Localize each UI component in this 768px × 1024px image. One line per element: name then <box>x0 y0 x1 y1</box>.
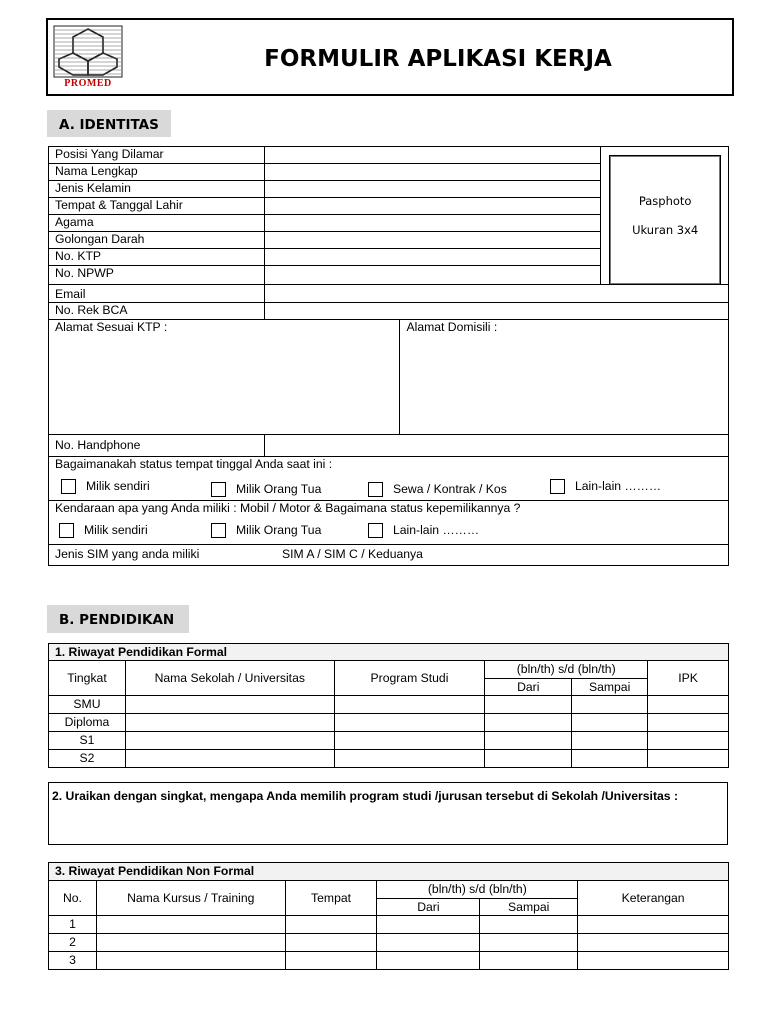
column-header: No. <box>49 881 97 916</box>
vehicle-option[interactable] <box>59 523 148 538</box>
form-header <box>46 18 734 96</box>
photo-cell <box>601 147 729 285</box>
sim-options[interactable]: SIM A / SIM C / Keduanya <box>282 547 423 561</box>
table-cell[interactable] <box>334 696 485 714</box>
address-domisili-label: Alamat Domisili : <box>406 320 498 334</box>
table-row <box>49 285 729 303</box>
field-input-nama[interactable] <box>264 164 600 181</box>
residence-option[interactable] <box>550 479 661 494</box>
column-header: (bln/th) s/d (bln/th) <box>485 661 648 679</box>
table-cell[interactable] <box>377 916 480 934</box>
table-row <box>49 457 729 501</box>
sim-label: Jenis SIM yang anda miliki <box>55 547 200 561</box>
table-cell[interactable] <box>578 934 729 952</box>
address-domisili-field[interactable] <box>400 320 729 435</box>
column-header: Keterangan <box>578 881 729 916</box>
photo-size-label: Ukuran 3x4 <box>632 223 699 237</box>
table-cell[interactable] <box>96 952 285 970</box>
table-cell[interactable] <box>285 934 377 952</box>
table-cell[interactable] <box>285 916 377 934</box>
table-header-row <box>49 661 729 679</box>
table-row <box>49 696 729 714</box>
table-cell[interactable] <box>334 732 485 750</box>
table-cell[interactable] <box>96 916 285 934</box>
reason-box[interactable] <box>48 782 728 845</box>
table-cell[interactable] <box>572 696 648 714</box>
checkbox[interactable] <box>59 523 74 538</box>
formal-education-table <box>48 643 729 768</box>
table-row <box>49 750 729 768</box>
address-ktp-label: Alamat Sesuai KTP : <box>55 320 168 334</box>
checkbox[interactable] <box>211 523 226 538</box>
column-header: Sampai <box>480 899 578 916</box>
address-ktp-field[interactable] <box>49 320 400 435</box>
table-title-row <box>49 863 729 881</box>
field-input-agama[interactable] <box>264 215 600 232</box>
residence-option[interactable] <box>61 479 150 494</box>
field-input-email[interactable] <box>264 285 728 303</box>
field-label: Agama <box>49 215 265 232</box>
row-label: 1 <box>49 916 97 934</box>
row-label: 3 <box>49 952 97 970</box>
table-header-row <box>49 881 729 899</box>
table-cell[interactable] <box>480 952 578 970</box>
field-input-rek-bca[interactable] <box>264 303 728 320</box>
vehicle-option[interactable] <box>368 523 479 538</box>
field-label: Golongan Darah <box>49 232 265 249</box>
column-header: Tingkat <box>49 661 126 696</box>
table-cell[interactable] <box>125 750 334 768</box>
table-cell[interactable] <box>480 934 578 952</box>
checkbox[interactable] <box>211 482 226 497</box>
table-cell[interactable] <box>377 934 480 952</box>
field-input-ttl[interactable] <box>264 198 600 215</box>
table-cell[interactable] <box>125 714 334 732</box>
logo-mark <box>53 25 123 79</box>
residence-option[interactable] <box>368 482 507 497</box>
table-row <box>49 147 729 164</box>
field-input-handphone[interactable] <box>264 435 728 457</box>
row-label: S1 <box>49 732 126 750</box>
checkbox[interactable] <box>368 482 383 497</box>
field-label: Email <box>49 285 265 303</box>
table-row <box>49 934 729 952</box>
checkbox[interactable] <box>61 479 76 494</box>
checkbox[interactable] <box>550 479 565 494</box>
table-title: 3. Riwayat Pendidikan Non Formal <box>49 863 729 881</box>
table-row <box>49 916 729 934</box>
section-b-tab: B. PENDIDIKAN <box>47 605 189 633</box>
table-cell[interactable] <box>648 732 729 750</box>
table-cell[interactable] <box>377 952 480 970</box>
option-label: Milik Orang Tua <box>236 523 322 537</box>
section-a-tab: A. IDENTITAS <box>47 110 171 137</box>
table-row <box>49 303 729 320</box>
table-cell[interactable] <box>572 714 648 732</box>
table-row <box>49 732 729 750</box>
table-cell[interactable] <box>96 934 285 952</box>
field-input-npwp[interactable] <box>264 266 600 285</box>
logo-text: PROMED <box>64 78 112 89</box>
option-label: Milik sendiri <box>86 479 150 493</box>
table-row <box>49 435 729 457</box>
option-label: Milik sendiri <box>84 523 148 537</box>
field-label: Nama Lengkap <box>49 164 265 181</box>
table-cell[interactable] <box>334 750 485 768</box>
table-cell[interactable] <box>578 916 729 934</box>
field-label: Jenis Kelamin <box>49 181 265 198</box>
option-label: Sewa / Kontrak / Kos <box>393 482 507 496</box>
table-cell[interactable] <box>648 696 729 714</box>
table-cell[interactable] <box>572 750 648 768</box>
sim-cell <box>49 545 729 566</box>
column-header: Nama Kursus / Training <box>96 881 285 916</box>
table-row <box>49 714 729 732</box>
photo-box <box>609 155 721 285</box>
row-label: Diploma <box>49 714 126 732</box>
table-cell[interactable] <box>485 714 572 732</box>
table-cell[interactable] <box>648 750 729 768</box>
vehicle-option[interactable] <box>211 523 321 538</box>
table-cell[interactable] <box>480 916 578 934</box>
option-label: Lain-lain ……… <box>393 523 480 537</box>
table-cell[interactable] <box>485 732 572 750</box>
table-cell[interactable] <box>485 696 572 714</box>
vehicle-cell <box>49 501 729 545</box>
field-label: No. NPWP <box>49 266 265 285</box>
option-label: Milik Orang Tua <box>236 482 322 496</box>
table-row <box>49 545 729 566</box>
vehicle-question: Kendaraan apa yang Anda miliki : Mobil / Motor & Bagaimana status kepemilikannya ? <box>55 501 521 515</box>
nonformal-education-table <box>48 862 729 970</box>
column-header: Nama Sekolah / Universitas <box>125 661 334 696</box>
row-label: SMU <box>49 696 126 714</box>
table-title-row <box>49 644 729 661</box>
table-cell[interactable] <box>578 952 729 970</box>
field-label: Tempat & Tanggal Lahir <box>49 198 265 215</box>
table-title: 1. Riwayat Pendidikan Formal <box>49 644 729 661</box>
column-header: Sampai <box>572 679 648 696</box>
table-row <box>49 501 729 545</box>
option-label: Lain-lain ……… <box>575 479 662 493</box>
table-cell[interactable] <box>334 714 485 732</box>
field-input-kelamin[interactable] <box>264 181 600 198</box>
field-label: No. KTP <box>49 249 265 266</box>
row-label: S2 <box>49 750 126 768</box>
table-cell[interactable] <box>648 714 729 732</box>
column-header: Dari <box>377 899 480 916</box>
reason-question: 2. Uraikan dengan singkat, mengapa Anda memilih program studi /jurusan tersebut di Sekolah /Universitas : <box>52 789 679 803</box>
residence-question: Bagaimanakah status tempat tinggal Anda saat ini : <box>55 457 333 471</box>
field-input-posisi[interactable] <box>264 147 600 164</box>
column-header: (bln/th) s/d (bln/th) <box>377 881 578 899</box>
row-label: 2 <box>49 934 97 952</box>
field-input-ktp[interactable] <box>264 249 600 266</box>
residence-cell <box>49 457 729 501</box>
field-input-goldar[interactable] <box>264 232 600 249</box>
column-header: Tempat <box>285 881 377 916</box>
column-header: Program Studi <box>334 661 485 696</box>
field-label: No. Rek BCA <box>49 303 265 320</box>
table-cell[interactable] <box>125 696 334 714</box>
table-cell[interactable] <box>485 750 572 768</box>
form-title: FORMULIR APLIKASI KERJA <box>264 46 612 72</box>
table-cell[interactable] <box>572 732 648 750</box>
table-row <box>49 952 729 970</box>
column-header: IPK <box>648 661 729 696</box>
table-cell[interactable] <box>285 952 377 970</box>
table-row <box>49 320 729 435</box>
table-cell[interactable] <box>125 732 334 750</box>
field-label: No. Handphone <box>49 435 265 457</box>
photo-label: Pasphoto <box>638 194 692 208</box>
checkbox[interactable] <box>368 523 383 538</box>
residence-option[interactable] <box>211 482 321 497</box>
company-logo <box>53 25 123 91</box>
identity-table <box>48 146 729 566</box>
column-header: Dari <box>485 679 572 696</box>
field-label: Posisi Yang Dilamar <box>49 147 265 164</box>
